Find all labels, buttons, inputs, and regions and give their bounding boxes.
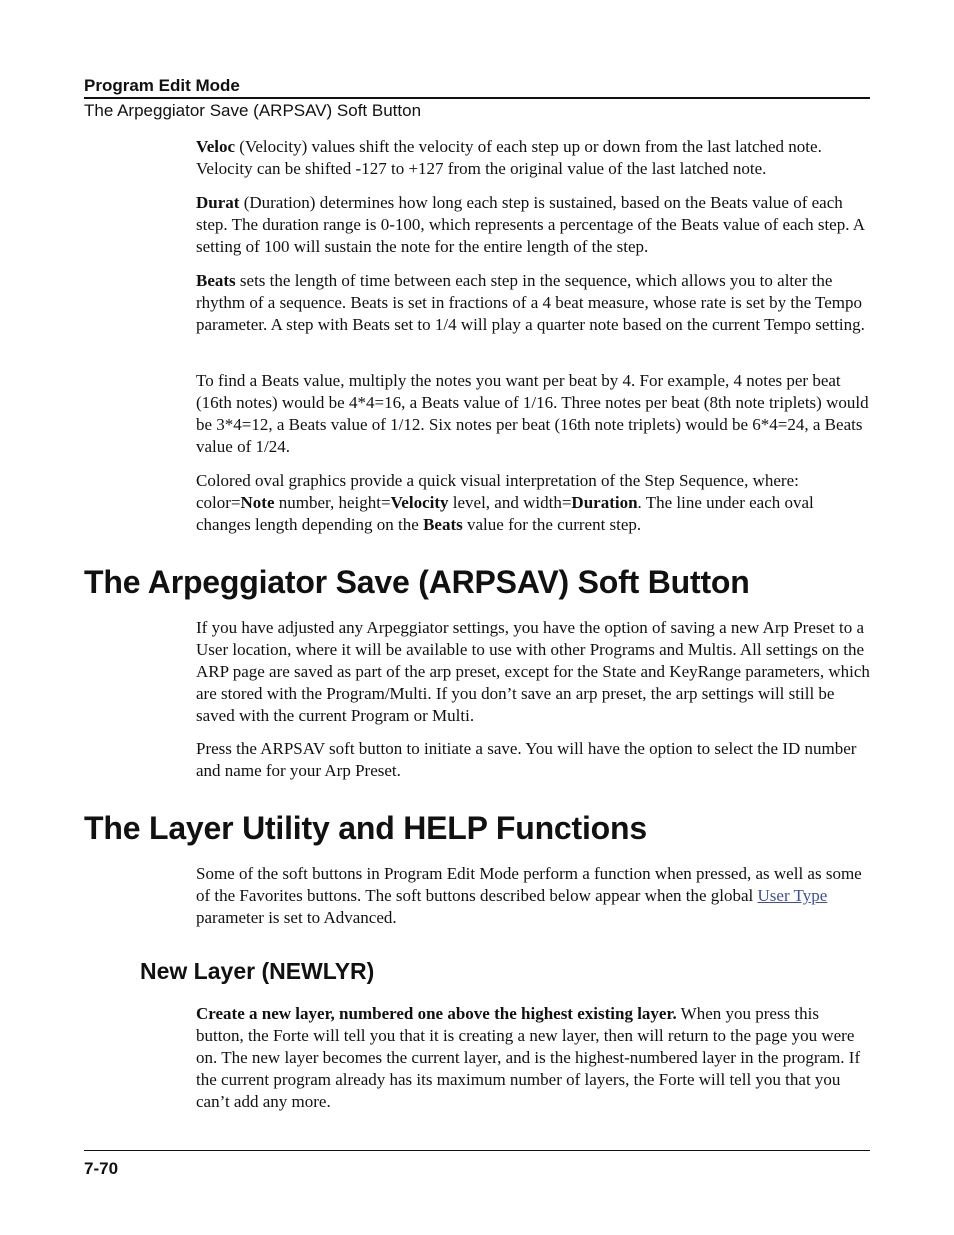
term-veloc: Veloc bbox=[196, 137, 236, 156]
new-layer-bold: Create a new layer, numbered one above the highest existing layer. bbox=[196, 1004, 677, 1023]
paragraph-beats bbox=[196, 270, 870, 336]
paragraph-veloc bbox=[196, 136, 870, 180]
paragraph-new-layer bbox=[196, 1003, 870, 1113]
colored-term-beats: Beats bbox=[423, 515, 463, 534]
heading-new-layer: New Layer (NEWLYR) bbox=[140, 958, 375, 984]
header-rule bbox=[84, 97, 870, 99]
paragraph-colored-ovals bbox=[196, 470, 870, 536]
colored-term-velocity: Velocity bbox=[390, 493, 449, 512]
term-beats: Beats bbox=[196, 271, 236, 290]
user-type-link[interactable]: User Type bbox=[757, 886, 828, 905]
page-number: 7-70 bbox=[84, 1159, 119, 1178]
running-header-title: Program Edit Mode bbox=[84, 76, 240, 95]
layer-text-before: Some of the soft buttons in Program Edit Mode perform a function when pressed, as well as some of the Favorites buttons. The soft buttons described below appear when the global bbox=[196, 864, 862, 905]
colored-text-4: . The line under each oval changes length depending on the bbox=[196, 493, 814, 534]
new-layer-text: When you press this button, the Forte will tell you that it is creating a new layer, then will return to the page you were on. The new layer becomes the current layer, and is the highest-numbered layer in the program. If the current program already has its maximum number of layers, the Forte will tell you that you can’t add any more. bbox=[196, 1004, 861, 1111]
paragraph-layer-utility bbox=[196, 863, 870, 929]
colored-text-3: level, and width= bbox=[448, 493, 572, 512]
heading-layer-utility: The Layer Utility and HELP Functions bbox=[84, 810, 647, 846]
footer-rule bbox=[84, 1150, 870, 1151]
running-header-subtitle: The Arpeggiator Save (ARPSAV) Soft Button bbox=[84, 101, 422, 120]
text-beats: sets the length of time between each step in the sequence, which allows you to alter the rhythm of a sequence. Beats is set in fractions of a 4 beat measure, whose rate is set by the Tempo parameter. A step with Beats set to 1/4 will play a quarter note based on the current Tempo setting. bbox=[196, 271, 865, 334]
colored-term-note: Note bbox=[240, 493, 275, 512]
paragraph-arpsav-1: If you have adjusted any Arpeggiator settings, you have the option of saving a new Arp Preset to a User location, where it will be available to use with other Programs and Multis. All settings on the ARP page are saved as part of the arp preset, except for the State and KeyRange parameters, which are stored with the Program/Multi. If you don’t save an arp preset, the arp settings will still be saved with the current Program or Multi. bbox=[196, 618, 870, 725]
colored-term-duration: Duration bbox=[571, 493, 638, 512]
text-durat: (Duration) determines how long each step is sustained, based on the Beats value of each step. The duration range is 0-100, which represents a percentage of the Beats value of each step. A setting of 100 will sustain the note for the entire length of the step. bbox=[196, 193, 865, 256]
text-veloc: (Velocity) values shift the velocity of each step up or down from the last latched note. Velocity can be shifted -127 to +127 from the original value of the last latched note. bbox=[196, 137, 822, 178]
paragraph-find-beats: To find a Beats value, multiply the notes you want per beat by 4. For example, 4 notes per beat (16th notes) would be 4*4=16, a Beats value of 1/16. Three notes per beat (8th note triplets) would be 3*4=12, a Beats value of 1/12. Six notes per beat (16th note triplets) would be 6*4=24, a Beats value of 1/24. bbox=[196, 371, 869, 456]
term-durat: Durat bbox=[196, 193, 240, 212]
paragraph-durat bbox=[196, 192, 870, 258]
colored-text-5: value for the current step. bbox=[462, 515, 642, 534]
layer-text-after: parameter is set to Advanced. bbox=[196, 908, 397, 927]
paragraph-arpsav-2: Press the ARPSAV soft button to initiate a save. You will have the option to select the ID number and name for your Arp Preset. bbox=[196, 739, 857, 780]
colored-text-2: number, height= bbox=[274, 493, 391, 512]
heading-arpsav: The Arpeggiator Save (ARPSAV) Soft Button bbox=[84, 564, 750, 600]
colored-text-1: Colored oval graphics provide a quick visual interpretation of the Step Sequence, where: color= bbox=[196, 471, 799, 512]
